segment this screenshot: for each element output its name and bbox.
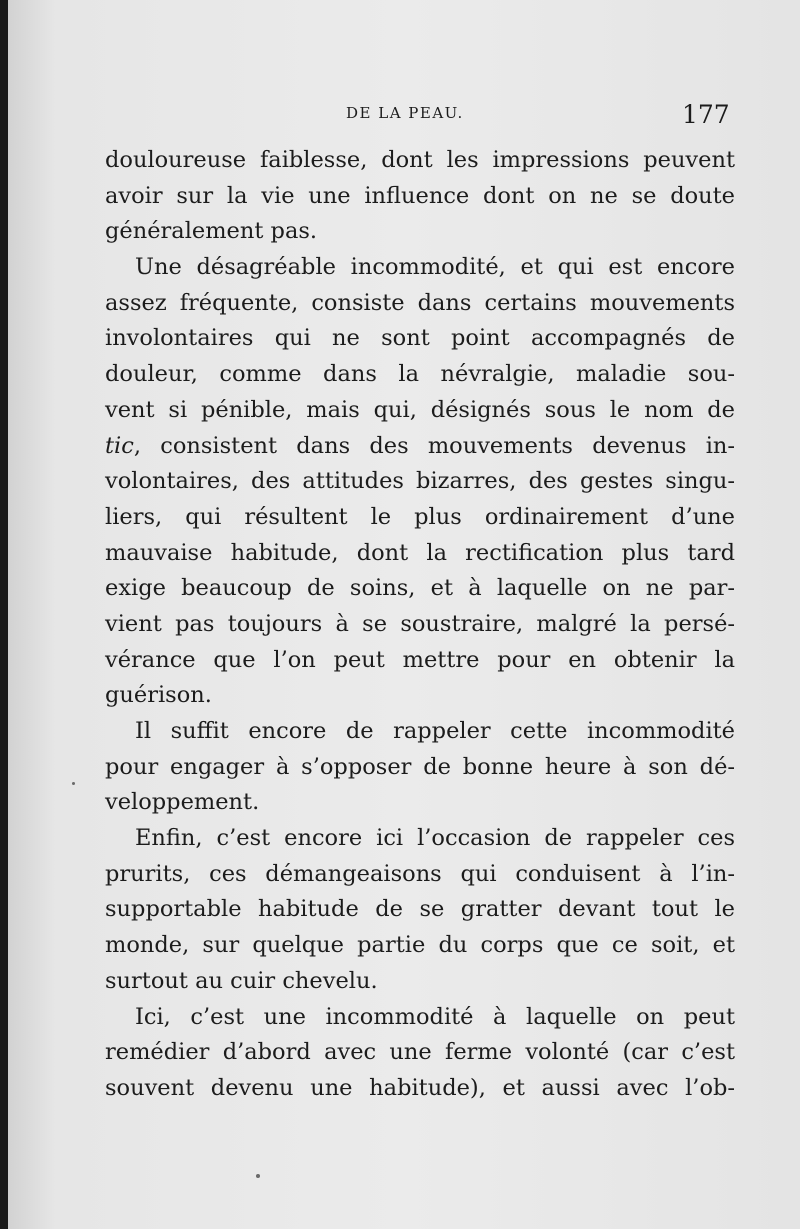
text-line: exige beaucoup de soins, et à laquelle on ne par- [105, 575, 735, 602]
text-line: veloppement. [105, 789, 260, 816]
paper-speck [72, 782, 75, 785]
paragraph-start-line: Enfin, c’est encore ici l’occasion de rappeler ces [135, 825, 735, 852]
running-head [8, 100, 800, 130]
text-line: douleur, comme dans la névralgie, maladie sou- [105, 361, 735, 388]
text-line: douloureuse faiblesse, dont les impressions peuvent [105, 147, 735, 173]
body-text [105, 143, 735, 1107]
text-line: liers, qui résultent le plus ordinairement d’une [105, 503, 735, 530]
text-line [105, 429, 735, 465]
text-line: mauvaise habitude, dont la rectification plus tard [105, 539, 735, 566]
text-line: supportable habitude de se gratter devant tout le [105, 896, 735, 923]
text-line: avoir sur la vie une influence dont on ne se doute [105, 182, 735, 209]
paper-speck [256, 1174, 260, 1178]
text-line: involontaires qui ne sont point accompagnés de [105, 325, 735, 352]
paragraph-start-line: Ici, c’est une incommodité à laquelle on peut [135, 1003, 735, 1030]
text-line: volontaires, des attitudes bizarres, des gestes singu- [105, 468, 735, 495]
text-line: pour engager à s’opposer de bonne heure à son dé- [105, 753, 735, 780]
paragraph-start-line: Une désagréable incommodité, et qui est encore [135, 254, 735, 281]
text-line: vent si pénible, mais qui, désignés sous le nom de [105, 396, 735, 423]
text-line: généralement pas. [105, 218, 318, 245]
running-title: DE LA PEAU. [346, 104, 464, 122]
text-line: monde, sur quelque partie du corps que ce soit, et [105, 932, 735, 959]
italic-term: tic [105, 432, 134, 459]
text-line: surtout au cuir chevelu. [105, 967, 378, 994]
text-line: remédier d’abord avec une ferme volonté (car c’est [105, 1039, 735, 1066]
book-page [8, 0, 800, 1229]
text-line: vient pas toujours à se soustraire, malgré la persé- [105, 610, 735, 637]
paragraph-start-line: Il suffit encore de rappeler cette incommodité [135, 718, 735, 744]
text-line: souvent devenu une habitude), et aussi avec l’ob- [105, 1074, 735, 1101]
text-line-rest: , consistent dans des mouvements devenus in- [133, 432, 735, 459]
text-line: vérance que l’on peut mettre pour en obtenir la [105, 646, 735, 673]
page-number: 177 [682, 100, 730, 129]
text-line: assez fréquente, consiste dans certains mouvements [105, 289, 735, 316]
text-line: guérison. [105, 682, 212, 709]
text-line: prurits, ces démangeaisons qui conduisent à l’in- [105, 860, 735, 887]
